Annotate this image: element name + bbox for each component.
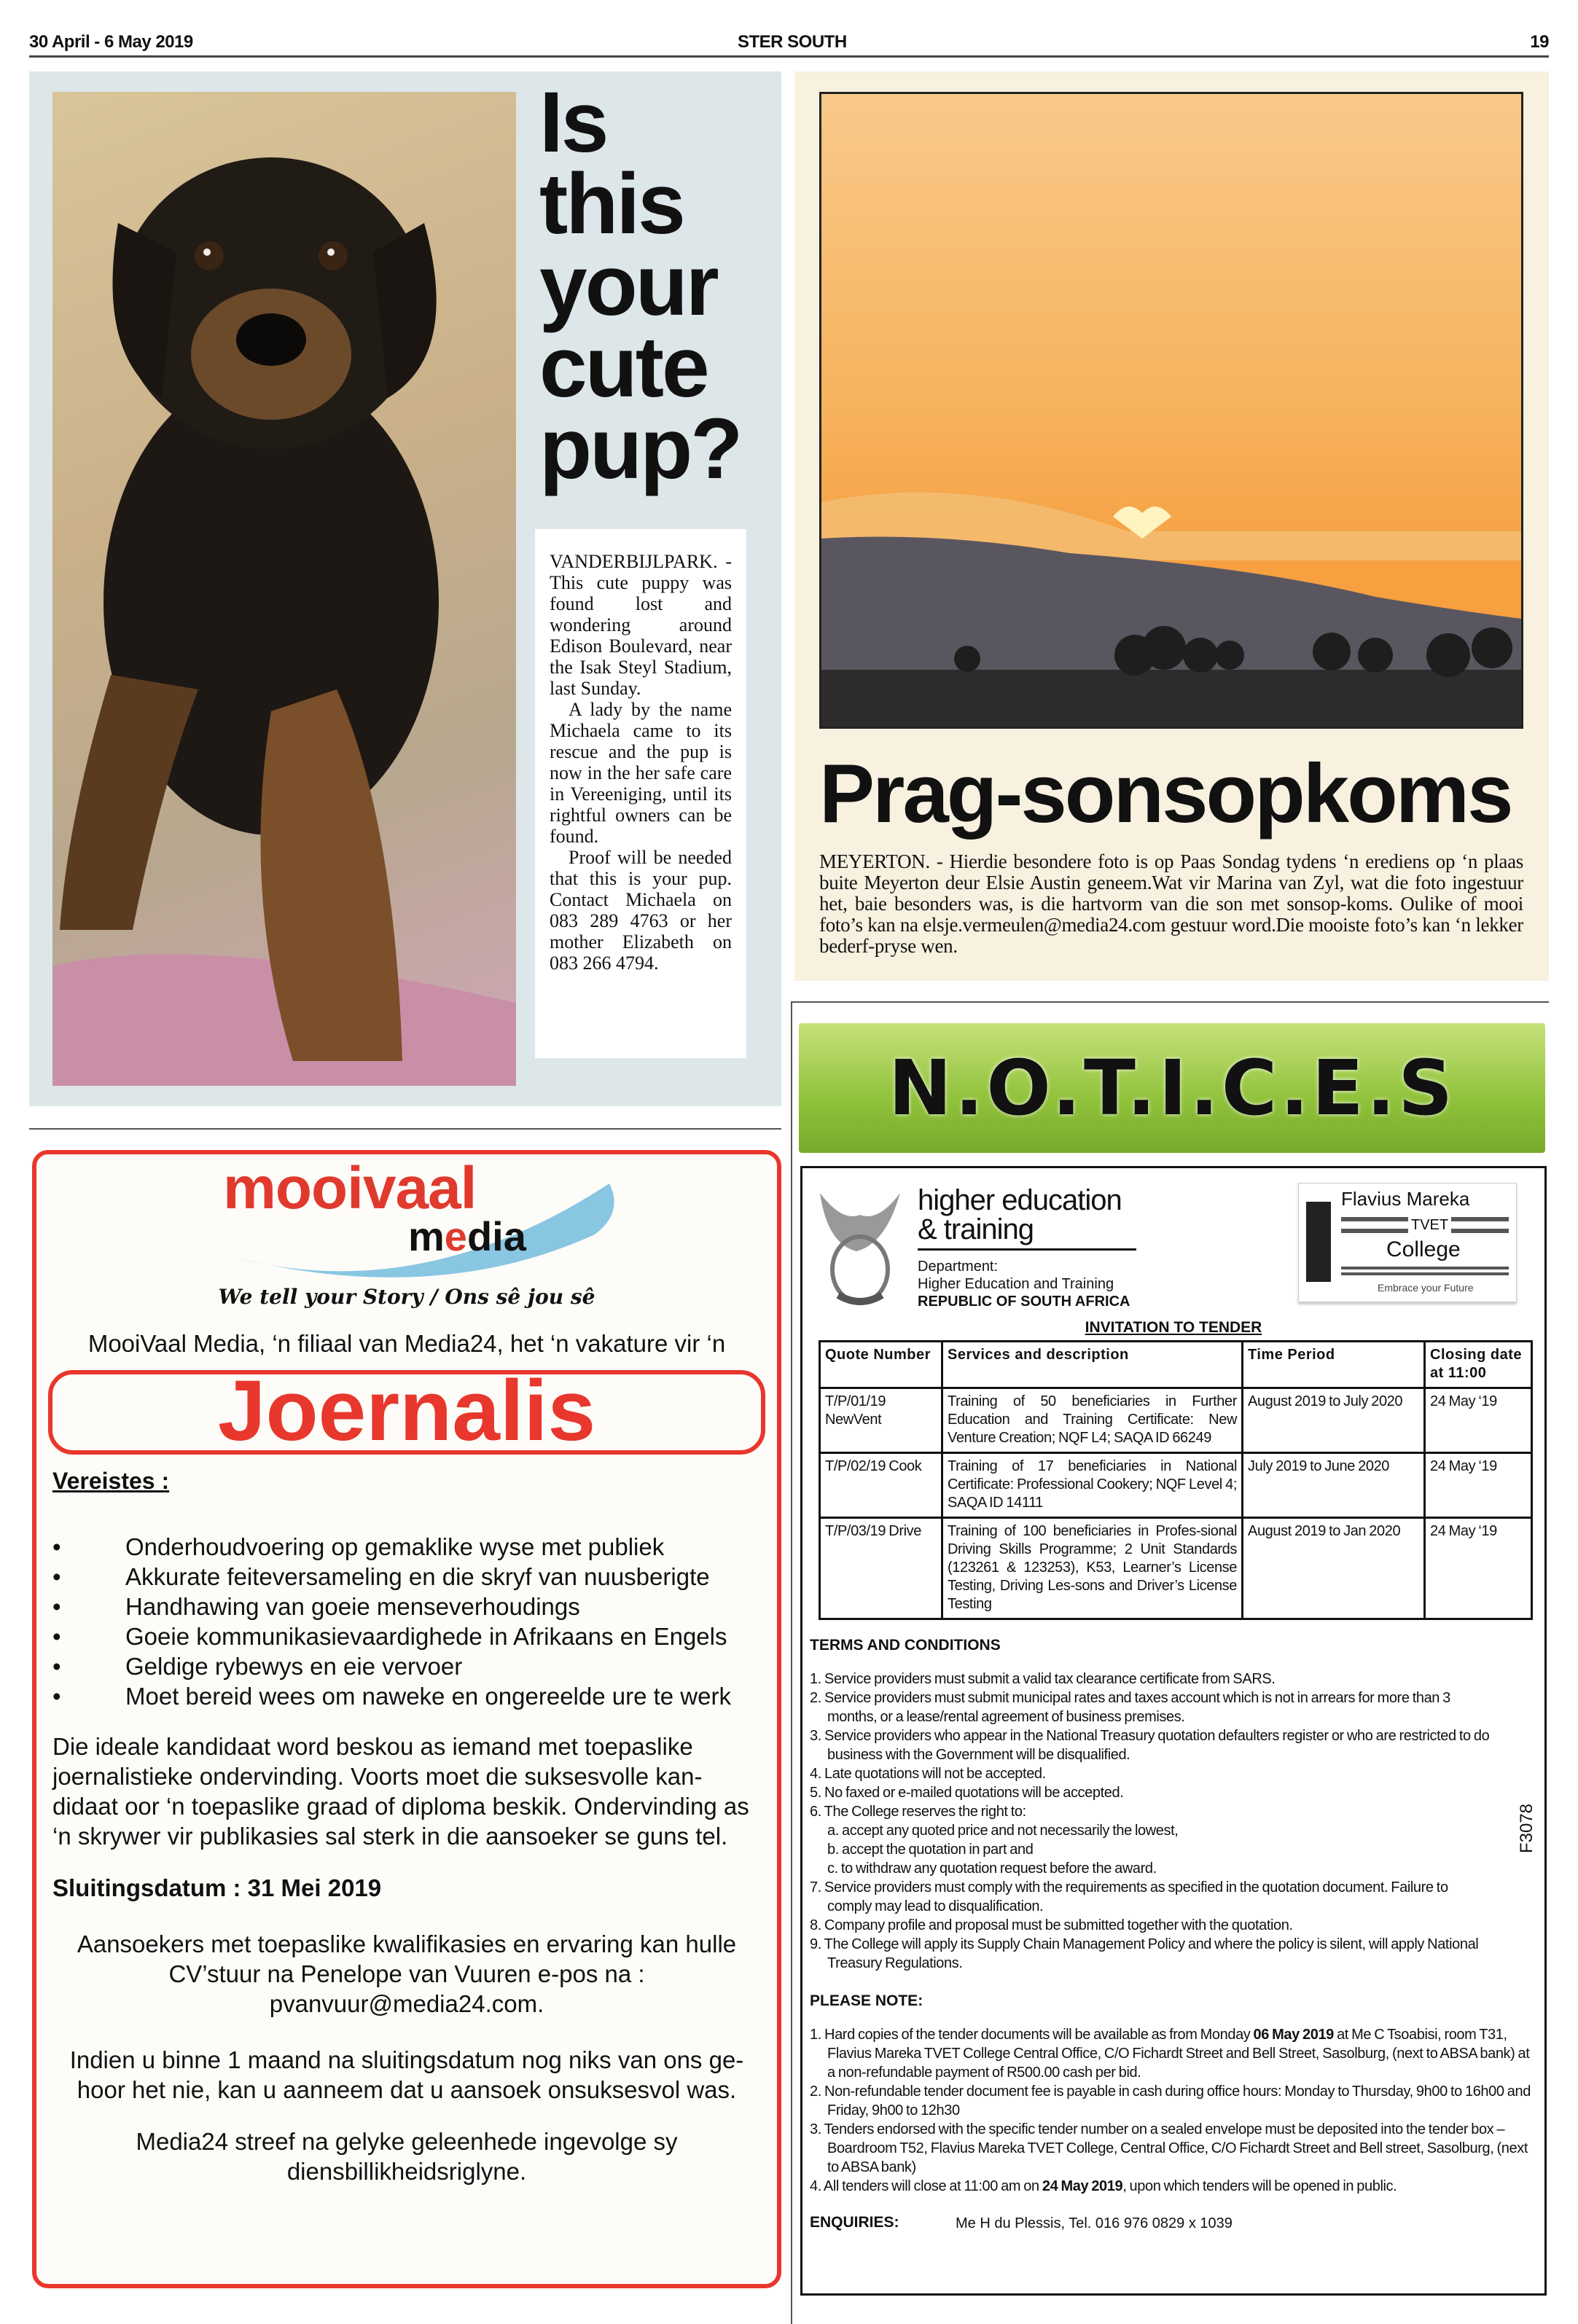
logo-text-bottom xyxy=(408,1213,526,1260)
college-tvet: TVET xyxy=(1408,1216,1451,1234)
enquiries-row xyxy=(802,2213,1544,2234)
apply-instructions: Aansoekers met toepaslike kwalifikasies en ervaring kan hulle CV’stuur na Penelope van Vuuren e-pos na : pvanvuur@media24.com. xyxy=(77,1930,737,2017)
logo-letter: e xyxy=(444,1213,467,1259)
logo-letter: m xyxy=(408,1213,445,1259)
college-emblem-icon xyxy=(1306,1202,1331,1282)
tender-table xyxy=(819,1340,1533,1620)
terms-heading: TERMS AND CONDITIONS xyxy=(810,1637,1001,1654)
time-period: August 2019 to July 2020 xyxy=(1243,1388,1425,1453)
service-description: Training of 17 beneficiaries in National Certificate: Professional Cookery; NQF Level 4; SAQA ID 14111 xyxy=(942,1453,1243,1518)
closing-date: 24 May ‘19 xyxy=(1425,1388,1532,1453)
term-subitem: a. accept any quoted price and not necessarily the lowest, xyxy=(827,1823,1179,1839)
sunrise-image xyxy=(821,94,1521,727)
headline-word: pup? xyxy=(539,401,741,497)
time-period: August 2019 to Jan 2020 xyxy=(1243,1518,1425,1619)
requirement-item: • Goeie kommunikasievaardighede in Afrikaans en Engels xyxy=(52,1621,765,1651)
column-header: Services and description xyxy=(942,1342,1243,1388)
headline-word: cute xyxy=(539,319,708,415)
story-paragraph: Proof will be needed that this is your pup. Contact Michaela on 083 289 4763 or her mother Elizabeth on 083 266 4794. xyxy=(550,847,732,974)
service-description: Training of 50 beneficiaries in Further Education and Training Certificate: New Venture Creation; NQF L4; SAQA ID 66249 xyxy=(942,1388,1243,1453)
term-item: 9. The College will apply its Supply Chain Management Policy and where the policy is silent, will apply National Treasury Regulations. xyxy=(810,1936,1479,1971)
term-subitem: c. to withdraw any quotation request before the award. xyxy=(827,1861,1157,1877)
dhet-logo-text xyxy=(918,1186,1136,1310)
sunrise-photo xyxy=(819,92,1523,729)
publication-name: STER SOUTH xyxy=(738,32,847,52)
college-name: Flavius Mareka xyxy=(1341,1188,1470,1210)
column-divider xyxy=(791,1001,792,2324)
requirement-item: • Handhawing van goeie menseverhoudings xyxy=(52,1592,765,1621)
note-text: 1. Hard copies of the tender documents will be available as from Monday xyxy=(810,2027,1254,2043)
service-description: Training of 100 beneficiaries in Profes-sional Driving Skills Programme; 2 Unit Standards (123261 & 123253), K53, Learner’s License Testing, Driving Les-sons and Driver’s License Testing xyxy=(942,1518,1243,1619)
requirement-item: • Geldige rybewys en eie vervoer xyxy=(52,1651,765,1681)
term-item: 8. Company profile and proposal must be submitted together with the quotation. xyxy=(810,1917,1293,1933)
column-header: Quote Number xyxy=(820,1342,942,1388)
note-text: 4. All tenders will close at 11:00 am on xyxy=(810,2178,1042,2194)
tagline: We tell your Story / Ons sê jou sê xyxy=(218,1285,595,1309)
requirement-item: • Moet bereid wees om naweke en ongereelde ure te werk xyxy=(52,1681,765,1711)
note-date: 06 May 2019 xyxy=(1253,2027,1334,2043)
column-header: Time Period xyxy=(1243,1342,1425,1388)
tender-logos xyxy=(802,1168,1544,1314)
puppy-photo xyxy=(52,92,516,1086)
time-period: July 2019 to June 2020 xyxy=(1243,1453,1425,1518)
ad-code: F3078 xyxy=(1517,1803,1537,1854)
terms-section xyxy=(802,1636,1544,1973)
note-item xyxy=(810,2177,1531,2196)
dhet-line: & training xyxy=(918,1213,1034,1245)
enquiries-label: ENQUIRIES: xyxy=(810,2214,899,2231)
page-number: 19 xyxy=(1530,32,1549,52)
puppy-headline xyxy=(539,74,773,497)
no-reply-notice: Indien u binne 1 maand na sluitingsdatum nog niks van ons ge-hoor het nie, kan u aanneem dat u aansoek onsuksesvol was. xyxy=(69,2046,744,2103)
term-item: 5. No faxed or e-mailed quotations will be accepted. xyxy=(810,1785,1124,1801)
coat-of-arms-icon xyxy=(813,1178,907,1310)
notices-banner: N.O.T.I.C.E.S xyxy=(799,1023,1545,1153)
requirements-heading: Vereistes : xyxy=(52,1468,170,1494)
college-word: College xyxy=(1386,1237,1461,1261)
issue-date: 30 April - 6 May 2019 xyxy=(29,32,193,52)
position-title: Joernalis xyxy=(48,1370,765,1455)
story-paragraph: VANDERBIJLPARK. - This cute puppy was found lost and wondering around Edison Boulevard, near the Isak Steyl Stadium, last Sunday. xyxy=(550,551,732,699)
headline-word: your xyxy=(539,238,717,334)
term-item: 4. Late quotations will not be accepted. xyxy=(810,1766,1046,1782)
enquiries-contact: Me H du Plessis, Tel. 016 976 0829 x 1039 xyxy=(956,2215,1233,2231)
job-advert xyxy=(32,1150,781,2288)
table-row xyxy=(820,1453,1532,1518)
column-header: Closing date at 11:00 xyxy=(1425,1342,1532,1388)
headline-word: this xyxy=(539,156,684,252)
note-item: 2. Non-refundable tender document fee is payable in cash during office hours: Monday to Thursday, 9h00 to 16h00 and Friday, 9h00 to 12h30 xyxy=(810,2084,1531,2118)
quote-number: T/P/02/19 Cook xyxy=(820,1453,942,1518)
logo-text-top: mooivaal xyxy=(223,1155,477,1221)
closing-date: Sluitingsdatum : 31 Mei 2019 xyxy=(52,1874,382,1901)
note-text: , upon which tenders will be opened in public. xyxy=(1122,2178,1397,2194)
logo-letter: dia xyxy=(466,1213,526,1259)
note-date: 24 May 2019 xyxy=(1042,2178,1123,2194)
sunrise-caption: MEYERTON. - Hierdie besondere foto is op Paas Sondag tydens ‘n erediens op ‘n plaas buite Meyerton deur Elsie Austin geneem.Wat vir Marina van Zyl, wat die foto ingestuur het, baie besonders was, is die hartvorm van die son met sonsop-koms. Oulike of mooi foto’s kan na elsje.vermeulen@media24.com gestuur word.Die mooiste foto’s kan ‘n lekker bederf-pryse wen. xyxy=(819,850,1523,957)
term-item: 1. Service providers must submit a valid tax clearance certificate from SARS. xyxy=(810,1671,1276,1687)
sunrise-title: Prag-sonsopkoms xyxy=(819,748,1512,840)
closing-date: 24 May ‘19 xyxy=(1425,1453,1532,1518)
mooivaal-media-logo xyxy=(48,1154,765,1284)
quote-number: T/P/01/19 NewVent xyxy=(820,1388,942,1453)
closing-date: 24 May ‘19 xyxy=(1425,1518,1532,1619)
term-item: 2. Service providers must submit municipal rates and taxes account which is not in arrears for more than 3 months, or a lease/rental agreement of business premises. xyxy=(810,1690,1450,1725)
dhet-country: REPUBLIC OF SOUTH AFRICA xyxy=(918,1294,1130,1310)
quote-number: T/P/03/19 Drive xyxy=(820,1518,942,1619)
ideal-candidate-text: Die ideale kandidaat word beskou as iemand met toepaslike joernalistieke ondervinding. Voorts moet die suksesvolle kan-didaat oor ‘n toepaslike graad of diploma beskik. Ondervinding as ‘n skrywer vir publikasies sal sterk in die aansoeker se guns tel. xyxy=(52,1733,749,1850)
flavius-mareka-logo xyxy=(1298,1183,1517,1302)
ad-intro: MooiVaal Media, ‘n filiaal van Media24, het ‘n vakature vir ‘n xyxy=(87,1330,726,1357)
table-row xyxy=(820,1388,1532,1453)
story-paragraph: A lady by the name Michaela came to its rescue and the pup is now in the her safe care in Vereeniging, until its rightful owners can be found. xyxy=(550,699,732,847)
header-rule xyxy=(29,55,1549,58)
section-divider xyxy=(791,1001,1549,1003)
dhet-dept-name: Higher Education and Training xyxy=(918,1276,1114,1292)
headline-word: Is xyxy=(539,74,607,171)
please-note-heading: PLEASE NOTE: xyxy=(810,1992,923,2009)
terms-list xyxy=(802,1670,1495,1973)
note-item: 3. Tenders endorsed with the specific tender number on a sealed envelope must be deposited into the tender box – Boardroom T52, Flavius Mareka TVET College, Central Office, C/O Fichardt Street and Bell street, Sasolburg, (next to ABSA bank) xyxy=(810,2121,1528,2175)
equity-statement: Media24 streef na gelyke geleenhede ingevolge sy diensbillikheidsriglyne. xyxy=(136,2128,678,2185)
puppy-story-text xyxy=(535,529,746,1058)
term-item: 3. Service providers who appear in the National Treasury quotation defaulters register or who are restricted to do business with the Government will be disqualified. xyxy=(810,1728,1490,1763)
tender-title: INVITATION TO TENDER xyxy=(1085,1319,1262,1336)
note-item xyxy=(810,2025,1531,2082)
term-item: 6. The College reserves the right to: xyxy=(810,1804,1026,1820)
table-row xyxy=(820,1518,1532,1619)
tender-notice xyxy=(800,1166,1547,2296)
requirement-item: • Akkurate feiteversameling en die skryf van nuusberigte xyxy=(52,1562,765,1592)
table-header-row xyxy=(820,1342,1532,1388)
dhet-line: higher education xyxy=(918,1184,1122,1216)
term-subitem: b. accept the quotation in part and xyxy=(827,1842,1034,1858)
section-divider xyxy=(29,1128,781,1130)
puppy-image xyxy=(52,92,516,1086)
dhet-dept: Department: xyxy=(918,1259,999,1275)
requirements-list xyxy=(48,1532,765,1711)
college-motto: Embrace your Future xyxy=(1378,1282,1474,1294)
note-text: at Me C Tsoabisi, room T31, Flavius Mareka TVET College Central Office, C/O Fichardt Street and Bell Street, Sasolburg, (next to ABSA bank) at a non-refundable payment of R500.00 cash per bid. xyxy=(827,2027,1530,2081)
requirement-item: • Onderhoudvoering op gemaklike wyse met publiek xyxy=(52,1532,765,1562)
term-item: 7. Service providers must comply with the requirements as specified in the quotation document. Failure to comply may lead to disqualification. xyxy=(810,1879,1448,1914)
notes-list xyxy=(802,2025,1531,2196)
